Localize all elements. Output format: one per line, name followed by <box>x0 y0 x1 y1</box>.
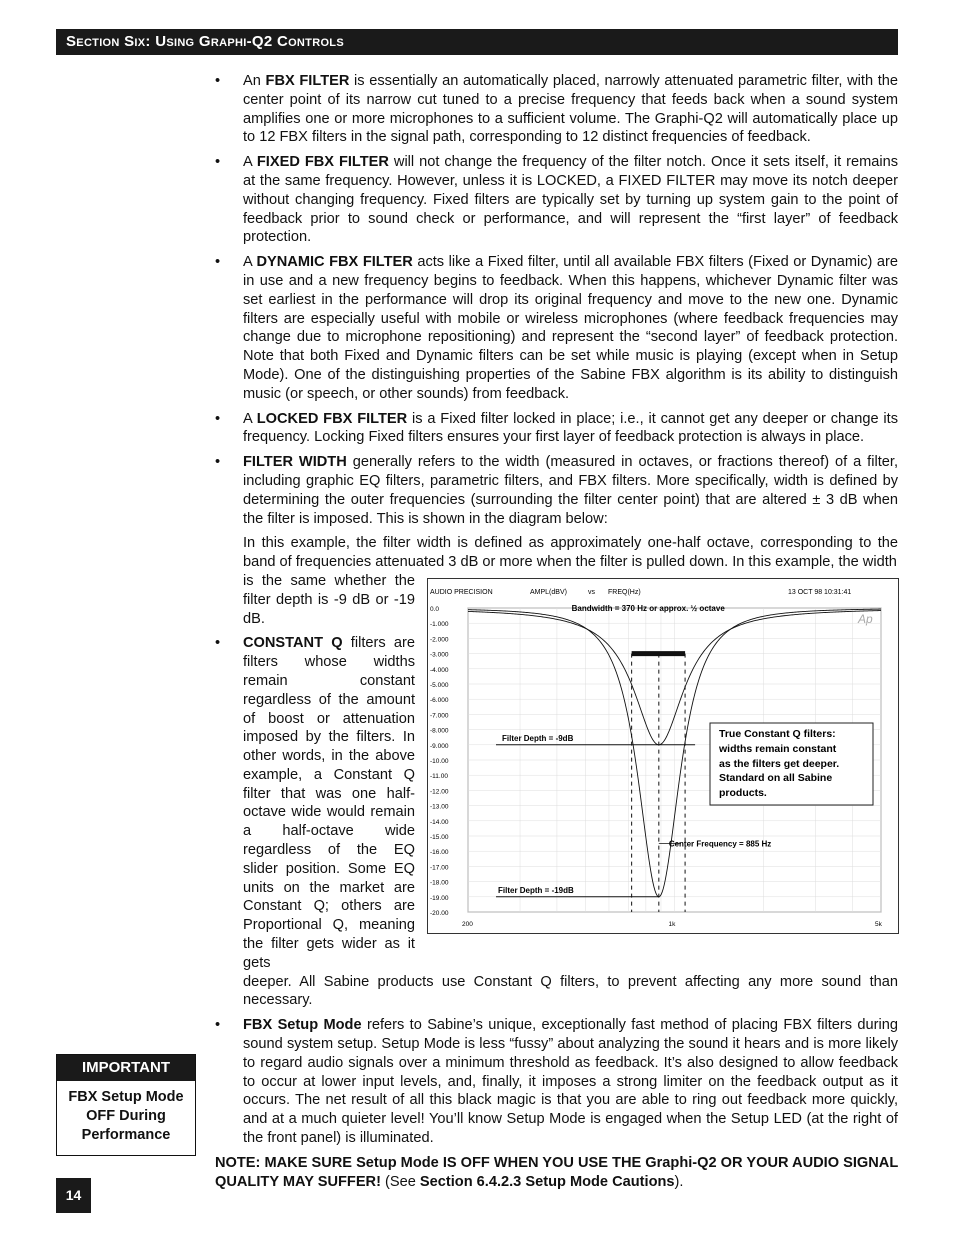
bullet-dot: • <box>215 73 221 89</box>
depth19-label: Filter Depth = -19dB <box>498 885 574 895</box>
y-tick-label: -3.000 <box>430 651 449 659</box>
center-frequency-label: Center Frequency = 885 Hz <box>668 839 772 849</box>
y-tick-label: -10.00 <box>430 758 449 765</box>
term-dynamic-fbx-filter: DYNAMIC FBX FILTER <box>256 254 413 271</box>
chart-title-vs: vs <box>588 589 595 596</box>
chart-title-left: AUDIO PRECISION <box>430 589 493 596</box>
callout-line-5: products. <box>719 787 767 799</box>
term-setup-mode: FBX Setup Mode <box>243 1017 362 1034</box>
y-tick-label: -5.000 <box>430 682 449 689</box>
depth9-label: Filter Depth = -9dB <box>502 733 574 743</box>
term-fixed-fbx-filter: FIXED FBX FILTER <box>256 154 389 171</box>
filter-response-chart <box>427 578 899 934</box>
bullet-dot: • <box>215 454 221 471</box>
bullet-pre: A <box>243 410 257 427</box>
section-header: Section Six: Using Graphi-Q2 Controls <box>56 29 898 55</box>
bullet-dynamic-fbx-filter <box>215 253 898 403</box>
y-tick-labels <box>430 606 449 917</box>
note-pre: (See <box>380 1173 420 1190</box>
bullet-locked-fbx-filter <box>215 410 898 448</box>
setup-mode-text: refers to Sabine’s unique, exceptionally fast method of placing FBX filters during sound system setup. Setup Mode is less “fussy” about analyzing the sound it hears and is more likely to regard audio signals over a minimum threshold as feedback. It’s also designed to allow feedback to occur at lower input levels, and, finally, it imposes a strong limiter on the feedback output as it occurs. The net result of all this black magic is that you are able to ring out feedback more quickly, and at a much quieter level! You’ll know Setup Mode is engaged when the Setup LED (at the right of the front panel) is illuminated. <box>243 1017 898 1147</box>
y-tick-label: -20.00 <box>430 910 449 917</box>
constant-q-text: filters are filters whose widths remain constant regardless of the amount of boost or attenuation imposed by the filters. In other words, in the above example, a Constant Q filter that was one half-octave wide would remain a half-octave wide regardless of the EQ slider position. Some EQ units on the market are Constant Q; others are Proportional Q, meaning the filter gets wider as it gets <box>243 635 415 971</box>
x-tick-label: 200 <box>462 921 473 928</box>
term-locked-fbx-filter: LOCKED FBX FILTER <box>256 410 408 427</box>
x-tick-label: 1k <box>668 921 676 928</box>
y-tick-label: -11.00 <box>430 773 448 781</box>
chart-title-mid: AMPL(dBV) <box>530 589 567 596</box>
y-tick-label: -12.00 <box>430 788 449 796</box>
note-reference: Section 6.4.2.3 Setup Mode Cautions <box>419 1173 675 1190</box>
constant-q-callout <box>710 723 873 805</box>
chart-title-freq: FREQ(Hz) <box>608 589 641 596</box>
bullet-text: generally refers to the width (measured in octaves, or fractions thereof) of a filter, including graphic EQ filters, parametric filters, and FBX filters. More specifically, width is defined by determining the outer frequencies (surrounding the filter center point) that are altered ± 3 dB when the filter is imposed. This is shown in the diagram below: <box>243 454 899 527</box>
important-title: IMPORTANT <box>57 1055 195 1081</box>
note-warning: NOTE: MAKE SURE Setup Mode IS OFF WHEN YOU USE THE Graphi-Q2 OR YOUR AUDIO SIGNAL QUALITY MAY SUFFER! <box>215 1154 898 1190</box>
bullet-dot: • <box>215 154 221 171</box>
x-tick-label: 5k <box>875 921 882 928</box>
bullet-dot: • <box>215 635 221 652</box>
bullet-pre: A <box>243 154 257 171</box>
y-tick-label: -1.000 <box>430 621 449 629</box>
bullet-dot: • <box>215 1017 221 1034</box>
bullet-text: is a Fixed filter locked in place; i.e., it cannot get any deeper or change its frequency. Locking Fixed filters ensures your first layer of feedback protection is always in place. <box>243 410 899 446</box>
bullet-text: acts like a Fixed filter, until all available FBX filters (Fixed or Dynamic) are in use and a new frequency begins to feedback. When this happens, whichever Dynamic filter was set earliest in the performance will drop its original frequency and move to the new one. Dynamic filters are especially useful with mobile or wireless microphones (where feedback frequencies may change due to microphone repositioning) and represent the “second layer” of feedback protection. Note that both Fixed and Dynamic filters can be set while music is playing (except when in Setup Mode). One of the distinguishing properties of the Sabine FBX algorithm is its ability to distinguish music (or speech, or other sounds) from feedback. <box>243 254 899 402</box>
chart-svg <box>428 579 898 933</box>
width-example-text: In this example, the filter width is defined as approximately one-half octave, corresponding to the band of frequencies attenuated 3 dB or more when the filter is pulled down. In this example, the width <box>243 535 898 571</box>
bullet-text: is essentially an automatically placed, narrowly attenuated parametric filter, with the center point of its narrow cut tuned to a precise frequency that feeds back when a sound system amplifies one or more microphones to a sufficient volume. The Graphi-Q2 will automatically place up to 12 FBX filters in the signal path, corresponding to 12 distinct frequencies of feedback. <box>243 73 899 146</box>
page-number: 14 <box>56 1178 91 1213</box>
y-tick-label: -15.00 <box>430 834 449 841</box>
setup-mode-note <box>215 1154 898 1192</box>
y-tick-label: -19.00 <box>430 894 449 902</box>
ap-logo: Ap <box>858 612 873 626</box>
callout-line-2: widths remain constant <box>719 743 837 755</box>
y-tick-label: -8.000 <box>430 727 449 735</box>
width-example-continued: is the same whether the filter depth is -9 dB or -19 dB. <box>243 572 415 627</box>
term-filter-width: FILTER WIDTH <box>243 454 347 471</box>
important-text: FBX Setup Mode OFF During Performance <box>68 1089 184 1143</box>
bullet-pre: A <box>243 254 257 271</box>
chart-timestamp: 13 OCT 98 10:31:41 <box>788 589 852 596</box>
y-tick-label: 0.0 <box>430 606 440 613</box>
bullet-setup-mode <box>215 1016 898 1148</box>
chart-markers <box>496 654 695 912</box>
y-tick-label: -14.00 <box>430 818 449 826</box>
y-tick-label: -4.000 <box>430 666 449 674</box>
bullet-text: will not change the frequency of the filter notch. Once it sets itself, it remains at the same frequency. However, unless it is LOCKED, a FIXED FILTER may move its notch deeper without changing frequency. Fixed filters are typically set by turning up system gain to the point of feedback prior to sound check or performance, and will represent the “first layer” of feedback protection. <box>243 154 899 246</box>
y-tick-label: -6.000 <box>430 697 449 705</box>
bullet-fbx-filter <box>215 72 898 147</box>
x-tick-labels <box>462 921 883 928</box>
bullet-filter-width <box>215 453 898 528</box>
bullet-fixed-fbx-filter <box>215 153 898 247</box>
bullet-pre: An <box>243 73 266 89</box>
y-tick-label: -13.00 <box>430 803 449 811</box>
term-constant-q: CONSTANT Q <box>243 635 343 652</box>
bullet-dot: • <box>215 410 221 427</box>
y-tick-label: -9.000 <box>430 742 449 750</box>
constant-q-continued: deeper. All Sabine products use Constant Q filters, to prevent affecting any more sound than necessary. <box>243 973 898 1009</box>
important-box <box>56 1054 196 1156</box>
bandwidth-label: Bandwidth = 370 Hz or approx. ½ octave <box>571 604 725 614</box>
y-tick-label: -2.000 <box>430 636 449 644</box>
note-post: ). <box>674 1173 684 1190</box>
callout-line-1: True Constant Q filters: <box>719 728 836 740</box>
bullet-dot: • <box>215 254 221 271</box>
y-tick-label: -16.00 <box>430 849 449 857</box>
callout-line-3: as the filters get deeper. <box>719 758 840 770</box>
term-fbx-filter: FBX FILTER <box>265 73 350 89</box>
y-tick-label: -7.000 <box>430 712 449 720</box>
callout-line-4: Standard on all Sabine <box>719 772 833 784</box>
y-tick-label: -18.00 <box>430 879 449 887</box>
y-tick-label: -17.00 <box>430 864 449 872</box>
constant-q-column <box>243 634 415 972</box>
